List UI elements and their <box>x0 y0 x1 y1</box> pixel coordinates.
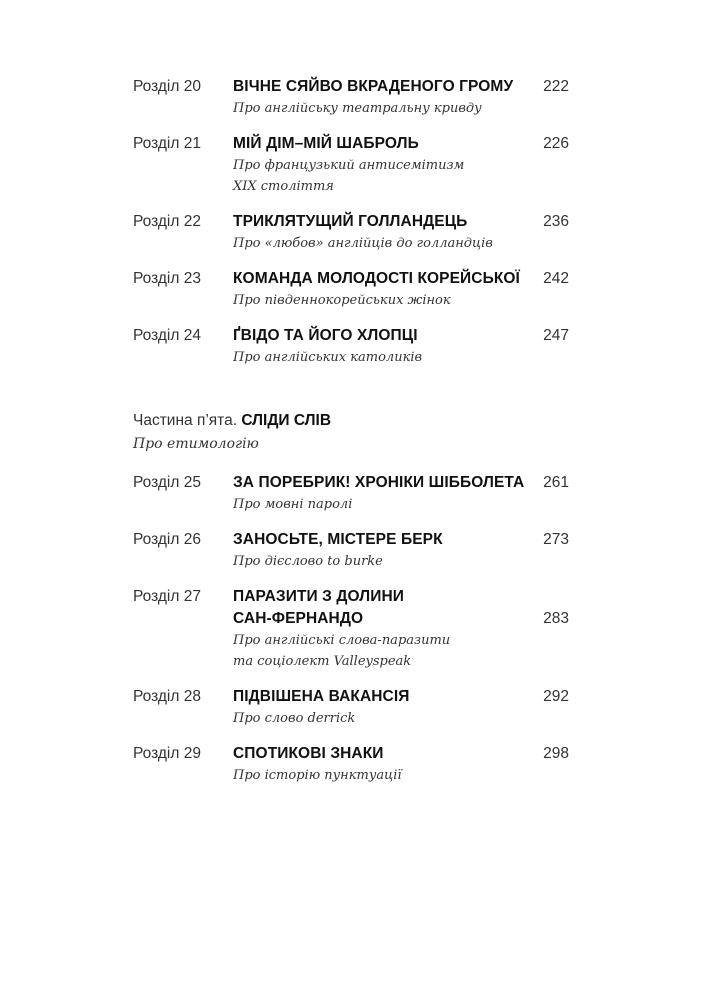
chapter-subtitle: Про дієслово to burke <box>233 554 383 569</box>
chapter-subtitle: Про мовні паролі <box>233 497 353 512</box>
chapter-label: Розділ 25 <box>133 474 201 491</box>
chapter-subtitle: Про англійські слова-паразити та соціолект Valleyspeak <box>233 633 451 669</box>
toc-entry[interactable] <box>133 211 569 254</box>
page-number: 283 <box>543 610 569 627</box>
chapter-title: ВІЧНЕ СЯЙВО ВКРАДЕНОГО ГРОМУ <box>233 78 514 95</box>
page-number: 236 <box>543 213 569 230</box>
chapter-subtitle: Про англійських католиків <box>233 350 423 365</box>
chapter-label: Розділ 22 <box>133 213 201 230</box>
toc-entry[interactable] <box>133 686 569 729</box>
page-number: 247 <box>543 327 569 344</box>
chapter-title: ПІДВІШЕНА ВАКАНСІЯ <box>233 688 410 705</box>
page-number: 226 <box>543 135 569 152</box>
chapter-label: Розділ 27 <box>133 588 201 605</box>
toc-entry[interactable] <box>133 586 569 672</box>
toc-entry[interactable] <box>133 743 569 786</box>
chapter-label: Розділ 24 <box>133 327 201 344</box>
chapter-title: КОМАНДА МОЛОДОСТІ КОРЕЙСЬКОЇ <box>233 270 520 287</box>
toc-entry[interactable] <box>133 76 569 119</box>
chapter-label: Розділ 23 <box>133 270 201 287</box>
part-subtitle: Про етимологію <box>133 436 259 452</box>
chapter-title: ҐВІДО ТА ЙОГО ХЛОПЦІ <box>233 327 418 344</box>
page-number: 273 <box>543 531 569 548</box>
page-number: 292 <box>543 688 569 705</box>
chapter-list-part-five <box>133 472 569 786</box>
chapter-label: Розділ 29 <box>133 745 201 762</box>
chapter-title: ПАРАЗИТИ З ДОЛИНИ САН-ФЕРНАНДО <box>233 588 405 627</box>
toc-entry[interactable] <box>133 268 569 311</box>
chapter-title: ЗА ПОРЕБРИК! ХРОНІКИ ШІББОЛЕТА <box>233 474 525 491</box>
part-header <box>133 410 569 456</box>
part-title: СЛІДИ СЛІВ <box>241 412 332 429</box>
chapter-title: ЗАНОСЬТЕ, МІСТЕРЕ БЕРК <box>233 531 443 548</box>
page-number: 242 <box>543 270 569 287</box>
chapter-title: СПОТИКОВІ ЗНАКИ <box>233 745 384 762</box>
toc-entry[interactable] <box>133 325 569 368</box>
page-number: 261 <box>543 474 569 491</box>
table-of-contents <box>133 76 569 800</box>
chapter-subtitle: Про слово derrick <box>233 711 356 726</box>
chapter-label: Розділ 21 <box>133 135 201 152</box>
chapter-label: Розділ 28 <box>133 688 201 705</box>
toc-entry[interactable] <box>133 133 569 197</box>
chapter-subtitle: Про «любов» англійців до голландців <box>233 236 493 251</box>
chapter-title: ТРИКЛЯТУЩИЙ ГОЛЛАНДЕЦЬ <box>233 213 468 230</box>
chapter-title: МІЙ ДІМ–МІЙ ШАБРОЛЬ <box>233 135 419 152</box>
page-number: 222 <box>543 78 569 95</box>
page-number: 298 <box>543 745 569 762</box>
chapter-subtitle: Про французький антисемітизм XIX століття <box>233 158 465 194</box>
chapter-list-part-four <box>133 76 569 368</box>
chapter-label: Розділ 26 <box>133 531 201 548</box>
chapter-subtitle: Про історію пунктуації <box>233 768 402 783</box>
chapter-subtitle: Про південнокорейських жінок <box>233 293 451 308</box>
chapter-subtitle: Про англійську театральну кривду <box>233 101 482 116</box>
part-label: Частина п’ята. <box>133 412 238 429</box>
chapter-label: Розділ 20 <box>133 78 201 95</box>
toc-entry[interactable] <box>133 529 569 572</box>
toc-entry[interactable] <box>133 472 569 515</box>
